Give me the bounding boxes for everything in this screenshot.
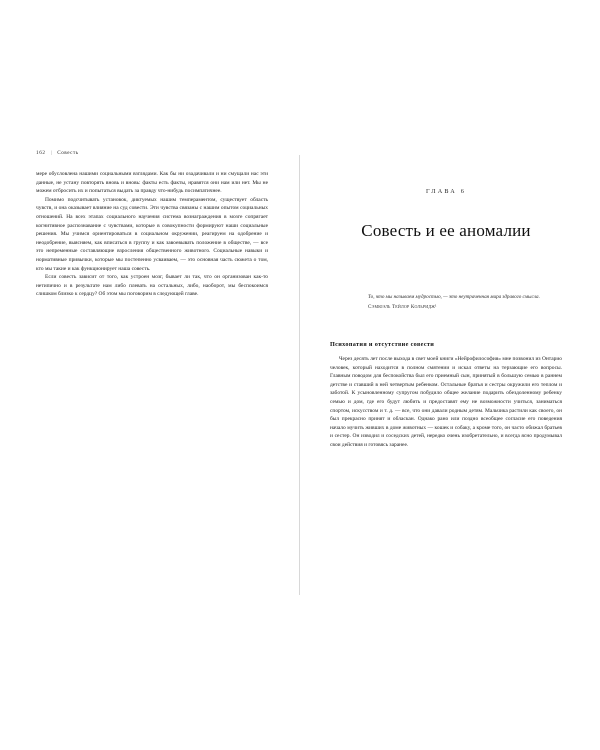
chapter-label: ГЛАВА 6	[425, 188, 467, 195]
left-page-body	[36, 170, 268, 299]
epigraph-attribution: Сэмюэль Тейлор Кольридж¹	[368, 304, 437, 310]
right-page	[330, 150, 562, 610]
paragraph: Если совесть зависит от того, как устроен мозг, бывает ли так, что он организован как-то нетипично и в результате нам либо плевать на остальных, либо, наоборот, мы беспокоимся слишком близко к сердцу? Об этом мы поговорим в следующей главе.	[36, 274, 268, 298]
section-heading: Психопатия и отсутствие совести	[330, 341, 435, 348]
paragraph: Помимо подсчитывать установок, диктуемых нашим темпераментом, существует область чувств, и она оказывает влияние на суд совести. Эти чувства связаны с нашим опытом социальных отношений. На всех этапах социального научения система вознаграждения в мозге сопрягает когнитивное распознавание с чувствами, которые в совокупности формируют наши социальные решения. Мы учимся ориентироваться в социальном окружении, реагируем на одобрение и неодобрение, выясняем, как вписаться в группу и как завоевывать положение в обществе, — все это непременные составляющие взросления общественного животного. Социальные навыки и нормативные привычки, которые мы постепенно усваиваем, — это основная часть сюжета о том, кто мы такие и как функционирует наша совесть.	[36, 196, 268, 272]
epigraph-quote: То, что мы называем мудростью, — это неутраченная мира здравого смысла.	[368, 294, 540, 300]
right-page-body	[330, 355, 562, 450]
left-page	[36, 150, 268, 610]
spread-gutter-divider	[299, 155, 300, 595]
running-head-separator: |	[50, 150, 53, 156]
running-head-title: Совесть	[57, 150, 79, 156]
chapter-title: Совесть и ее аномалии	[361, 221, 531, 240]
folio-number: 162	[36, 150, 46, 156]
paragraph: Через десять лет после выхода в свет моей книги «Нейрофилософия» мне позвонил из Онтарио человек, который находится в полном смятении и искал ответы на терзающие его вопросы. Главным поводом для беспокойства был его приемный сын, принятый в большую семью в раннем детстве и ставший в ней четвертым ребенком. Остальные братья и сестры окружили его теплом и заботой. К усыновленному супругом побудило общее желание подарить обездоленному ребенку семью и дом, где его будут любить и предоставят ему не возможности учиться, заниматься спортом, искусством и т. д. — все, что они давали родным детям. Мальчика растили как своего, он был прекрасно принят и обласкан. Однако рано или поздно всеобщее согласие его поведения начало мучить живших в доме животных — кошек и собаку, а кроме того, он часто обижал братьев и сестер. Он изводил и соседских детей, нередко очень изобретательно, и всегда ясно продумывал свои действия и готовясь заранее.	[330, 356, 562, 448]
epigraph	[368, 293, 556, 311]
paragraph: мере обусловлена нашими социальными взглядами. Как бы ни озадачивали и ни смущали нас эти данные, не устану повторять вновь и вновь: факты есть факты, нравятся они нам или нет. Мы не можем отбросить их и попытаться выдать за правду что-нибудь посимпатичнее.	[36, 171, 268, 195]
running-head-left	[36, 150, 268, 158]
